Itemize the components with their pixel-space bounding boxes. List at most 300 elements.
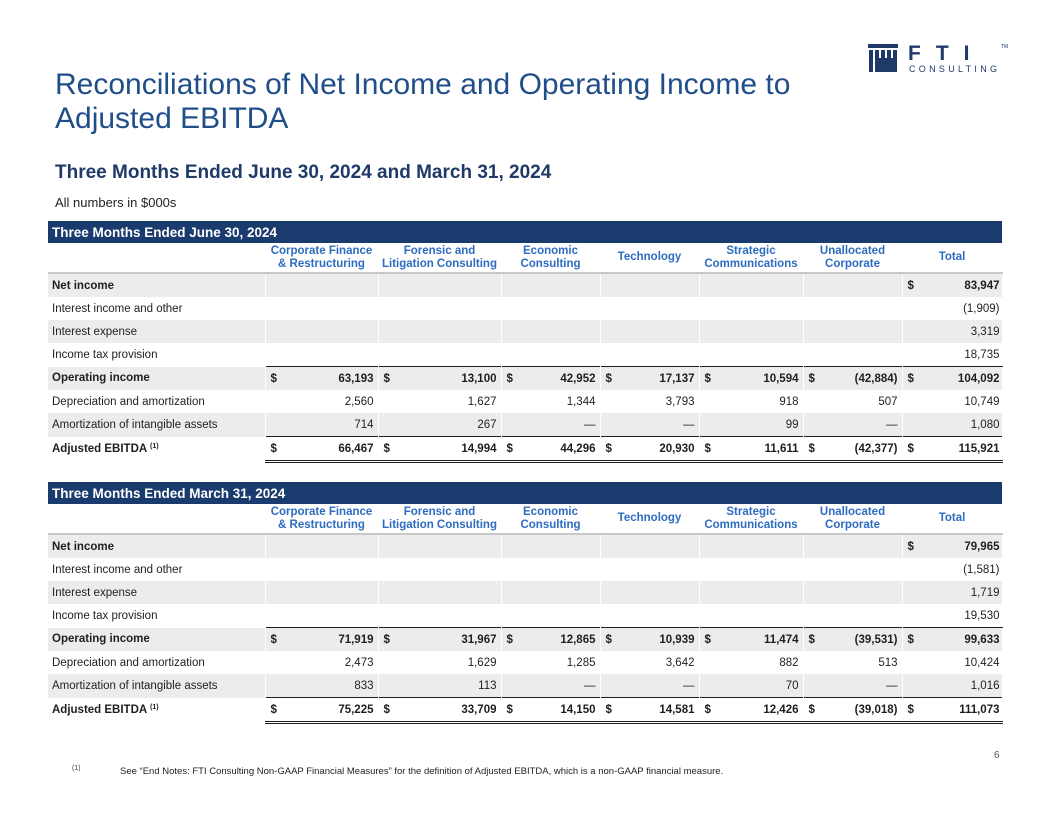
value-cell (803, 367, 902, 391)
currency-symbol: $ (383, 372, 390, 385)
empty-cell (265, 320, 378, 343)
column-header-line: Consulting (520, 257, 581, 270)
value-text: 1,016 (970, 679, 1000, 692)
currency-symbol: $ (506, 703, 513, 716)
currency-symbol: $ (605, 442, 612, 455)
value-cell (902, 534, 1002, 558)
table-row (48, 651, 1002, 674)
value-text: 33,709 (461, 703, 497, 716)
value-text: 2,473 (344, 656, 374, 669)
row-label-text: Interest expense (52, 325, 138, 338)
row-label (48, 320, 265, 343)
value-cell (699, 390, 803, 413)
row-label-text: Interest income and other (52, 563, 183, 576)
empty-cell (265, 558, 378, 581)
empty-cell (600, 581, 699, 604)
value-cell (699, 674, 803, 698)
logo-subtext: CONSULTING (909, 64, 1001, 74)
currency-symbol: $ (907, 703, 914, 716)
empty-cell (699, 273, 803, 297)
row-label-text: Amortization of intangible assets (52, 418, 218, 431)
value-text: 19,530 (964, 609, 1000, 622)
column-header (501, 504, 600, 534)
row-label-text: Income tax provision (52, 609, 158, 622)
value-cell (902, 698, 1002, 723)
empty-cell (699, 320, 803, 343)
table-row (48, 628, 1002, 652)
value-cell (501, 367, 600, 391)
value-text: 833 (354, 679, 374, 692)
column-header-line: Total (938, 251, 966, 263)
logo-wordmark: FTI (908, 42, 985, 65)
empty-cell (803, 558, 902, 581)
value-text: — (886, 679, 898, 692)
column-header-line: Corporate (825, 257, 880, 270)
value-text: 14,581 (659, 703, 695, 716)
value-text: (1,909) (963, 302, 1000, 315)
value-text: 1,719 (970, 586, 1000, 599)
row-label-text: Interest expense (52, 586, 138, 599)
value-text: 13,100 (461, 372, 497, 385)
value-text: 10,594 (763, 372, 799, 385)
empty-cell (265, 534, 378, 558)
value-text: — (683, 679, 695, 692)
empty-cell (600, 273, 699, 297)
empty-cell (501, 320, 600, 343)
column-header (902, 504, 1002, 534)
currency-symbol: $ (383, 442, 390, 455)
header-blank (48, 504, 265, 534)
empty-cell (501, 297, 600, 320)
value-cell (600, 698, 699, 723)
value-cell (501, 698, 600, 723)
currency-symbol: $ (808, 703, 815, 716)
value-cell (699, 437, 803, 462)
value-text: (1,581) (963, 563, 1000, 576)
column-header-line: Economic (523, 505, 578, 518)
currency-symbol: $ (808, 633, 815, 646)
table-row (48, 390, 1002, 413)
empty-cell (501, 343, 600, 367)
empty-cell (600, 343, 699, 367)
value-cell (501, 628, 600, 652)
value-cell (600, 628, 699, 652)
column-header-line: Technology (617, 251, 682, 263)
value-cell (501, 674, 600, 698)
value-text: 12,426 (763, 703, 799, 716)
empty-cell (699, 558, 803, 581)
table-row (48, 674, 1002, 698)
value-cell (902, 297, 1002, 320)
value-text: 111,073 (959, 703, 1000, 716)
column-header-line: Corporate Finance (270, 244, 373, 257)
empty-cell (600, 604, 699, 628)
column-header-line: Technology (617, 512, 682, 524)
table-row (48, 343, 1002, 367)
empty-cell (600, 558, 699, 581)
value-text: (42,377) (854, 442, 898, 455)
column-header (600, 243, 699, 273)
column-header-line: Communications (704, 518, 798, 531)
empty-cell (378, 604, 501, 628)
row-label (48, 604, 265, 628)
value-cell (902, 628, 1002, 652)
row-label (48, 581, 265, 604)
footnote-ref: (1) (149, 704, 159, 711)
empty-cell (265, 297, 378, 320)
currency-symbol: $ (383, 703, 390, 716)
row-label (48, 367, 265, 391)
value-text: 31,967 (461, 633, 497, 646)
value-cell (803, 437, 902, 462)
value-cell (265, 367, 378, 391)
currency-symbol: $ (704, 372, 711, 385)
page-title: Reconciliations of Net Income and Operating Income to Adjusted EBITDA (55, 68, 791, 135)
reconciliation-table (48, 243, 1003, 463)
empty-cell (803, 581, 902, 604)
value-cell (902, 413, 1002, 437)
value-text: 882 (779, 656, 799, 669)
empty-cell (378, 534, 501, 558)
column-header (265, 504, 378, 534)
row-label-text: Operating income (52, 372, 150, 385)
column-header (699, 243, 803, 273)
empty-cell (699, 604, 803, 628)
empty-cell (600, 320, 699, 343)
value-text: 513 (878, 656, 898, 669)
value-text: 14,150 (560, 703, 596, 716)
empty-cell (265, 273, 378, 297)
value-text: 1,627 (467, 395, 497, 408)
empty-cell (803, 604, 902, 628)
row-label-text: Adjusted EBITDA (52, 704, 147, 716)
value-cell (902, 674, 1002, 698)
value-cell (600, 413, 699, 437)
value-cell (803, 651, 902, 674)
row-label-text: Depreciation and amortization (52, 395, 205, 408)
column-header-line: Unallocated (819, 505, 886, 518)
value-text: 507 (878, 395, 898, 408)
value-text: 17,137 (659, 372, 695, 385)
value-text: 10,424 (964, 656, 1000, 669)
value-cell (600, 674, 699, 698)
row-label (48, 534, 265, 558)
footnote-marker: (1) (72, 765, 81, 772)
value-text: 70 (785, 679, 799, 692)
currency-symbol: $ (907, 442, 914, 455)
row-label-text: Amortization of intangible assets (52, 679, 218, 692)
empty-cell (378, 343, 501, 367)
empty-cell (803, 534, 902, 558)
value-cell (902, 273, 1002, 297)
value-cell (699, 698, 803, 723)
empty-cell (699, 534, 803, 558)
row-label (48, 698, 265, 723)
fti-logo (868, 44, 1013, 74)
value-text: 918 (779, 395, 799, 408)
row-label (48, 558, 265, 581)
section-heading: Three Months Ended June 30, 2024 (48, 221, 1002, 243)
value-cell (378, 628, 501, 652)
column-header-line: Communications (704, 257, 798, 270)
currency-symbol: $ (383, 633, 390, 646)
value-text: — (584, 679, 596, 692)
value-cell (902, 437, 1002, 462)
currency-symbol: $ (270, 703, 277, 716)
value-text: (39,018) (854, 703, 898, 716)
value-text: 18,735 (964, 348, 1000, 361)
empty-cell (501, 581, 600, 604)
column-header-line: Strategic (726, 244, 776, 257)
value-cell (265, 413, 378, 437)
value-cell (600, 367, 699, 391)
column-header-line: Litigation Consulting (382, 518, 497, 531)
value-cell (803, 413, 902, 437)
value-text: (42,884) (854, 372, 898, 385)
fti-column-logo-icon (868, 44, 898, 72)
value-text: 3,793 (665, 395, 695, 408)
value-cell (699, 651, 803, 674)
column-header-line: Corporate Finance (270, 505, 373, 518)
value-cell (378, 698, 501, 723)
value-text: 11,611 (764, 442, 799, 455)
row-label-text: Net income (52, 540, 114, 553)
table-row (48, 581, 1002, 604)
value-text: 1,629 (467, 656, 497, 669)
value-text: 63,193 (338, 372, 374, 385)
section-heading: Three Months Ended March 31, 2024 (48, 482, 1002, 504)
column-header (378, 243, 501, 273)
value-cell (265, 628, 378, 652)
column-header-line: & Restructuring (278, 257, 365, 270)
empty-cell (378, 581, 501, 604)
value-cell (902, 558, 1002, 581)
currency-symbol: $ (907, 633, 914, 646)
empty-cell (378, 558, 501, 581)
value-cell (699, 413, 803, 437)
empty-cell (265, 604, 378, 628)
header-blank (48, 243, 265, 273)
currency-symbol: $ (270, 442, 277, 455)
currency-symbol: $ (605, 372, 612, 385)
logo-trademark: TM (1001, 44, 1009, 50)
units-note: All numbers in $000s (55, 195, 177, 210)
value-cell (902, 320, 1002, 343)
column-header-line: Forensic and (403, 505, 476, 518)
row-label (48, 390, 265, 413)
empty-cell (265, 343, 378, 367)
value-cell (902, 343, 1002, 367)
table-row (48, 698, 1002, 723)
empty-cell (501, 273, 600, 297)
currency-symbol: $ (270, 372, 277, 385)
currency-symbol: $ (704, 442, 711, 455)
row-label (48, 651, 265, 674)
value-cell (501, 413, 600, 437)
value-text: 66,467 (338, 442, 374, 455)
value-cell (265, 698, 378, 723)
column-header-row (48, 243, 1002, 273)
empty-cell (501, 534, 600, 558)
value-cell (265, 437, 378, 462)
value-text: 99,633 (964, 633, 1000, 646)
table-row (48, 534, 1002, 558)
currency-symbol: $ (506, 372, 513, 385)
empty-cell (803, 343, 902, 367)
table-section-june-2024 (48, 221, 1002, 463)
row-label (48, 273, 265, 297)
value-cell (803, 698, 902, 723)
row-label-text: Adjusted EBITDA (52, 443, 147, 455)
column-header-line: Unallocated (819, 244, 886, 257)
empty-cell (378, 297, 501, 320)
empty-cell (501, 604, 600, 628)
table-section-march-2024 (48, 482, 1002, 724)
table-row (48, 273, 1002, 297)
footnote-ref: (1) (149, 443, 159, 450)
row-label-text: Income tax provision (52, 348, 158, 361)
value-cell (378, 651, 501, 674)
table-row (48, 297, 1002, 320)
value-text: 83,947 (964, 279, 1000, 292)
row-label-text: Interest income and other (52, 302, 183, 315)
value-cell (265, 390, 378, 413)
currency-symbol: $ (907, 279, 914, 292)
table-row (48, 558, 1002, 581)
column-header-line: Corporate (825, 518, 880, 531)
value-text: 104,092 (957, 372, 1000, 385)
value-text: 1,344 (566, 395, 596, 408)
currency-symbol: $ (704, 703, 711, 716)
column-header (803, 504, 902, 534)
value-cell (378, 367, 501, 391)
page-number: 6 (994, 750, 1000, 761)
value-text: 79,965 (964, 540, 1000, 553)
column-header (600, 504, 699, 534)
value-cell (803, 628, 902, 652)
value-text: 20,930 (659, 442, 695, 455)
column-header (265, 243, 378, 273)
value-text: 42,952 (560, 372, 596, 385)
value-cell (501, 437, 600, 462)
currency-symbol: $ (605, 703, 612, 716)
value-cell (501, 390, 600, 413)
row-label-text: Net income (52, 279, 114, 292)
column-header-line: Consulting (520, 518, 581, 531)
value-text: — (886, 418, 898, 431)
value-text: 2,560 (344, 395, 374, 408)
column-header-line: Litigation Consulting (382, 257, 497, 270)
value-text: 12,865 (560, 633, 596, 646)
value-text: 71,919 (338, 633, 374, 646)
value-text: 75,225 (338, 703, 374, 716)
column-header-line: Economic (523, 244, 578, 257)
value-text: — (584, 418, 596, 431)
row-label-text: Depreciation and amortization (52, 656, 205, 669)
column-header-line: Strategic (726, 505, 776, 518)
value-cell (378, 413, 501, 437)
currency-symbol: $ (605, 633, 612, 646)
value-cell (699, 367, 803, 391)
column-header (902, 243, 1002, 273)
table-row (48, 320, 1002, 343)
value-cell (803, 390, 902, 413)
column-header-row (48, 504, 1002, 534)
value-cell (902, 390, 1002, 413)
value-cell (378, 674, 501, 698)
value-text: 44,296 (560, 442, 596, 455)
column-header (501, 243, 600, 273)
column-header-line: Total (938, 512, 966, 524)
value-cell (600, 390, 699, 413)
value-text: (39,531) (854, 633, 898, 646)
empty-cell (699, 297, 803, 320)
value-cell (902, 367, 1002, 391)
currency-symbol: $ (704, 633, 711, 646)
empty-cell (501, 558, 600, 581)
value-cell (600, 651, 699, 674)
reconciliation-table (48, 504, 1003, 724)
empty-cell (265, 581, 378, 604)
currency-symbol: $ (907, 540, 914, 553)
value-text: 115,921 (958, 442, 1000, 455)
row-label (48, 674, 265, 698)
row-label (48, 413, 265, 437)
value-text: 10,749 (964, 395, 1000, 408)
value-text: 1,285 (566, 656, 596, 669)
value-text: 113 (478, 679, 497, 692)
row-label (48, 297, 265, 320)
value-cell (378, 390, 501, 413)
value-text: 11,474 (763, 633, 799, 646)
value-cell (699, 628, 803, 652)
table-row (48, 367, 1002, 391)
column-header (699, 504, 803, 534)
value-text: 1,080 (970, 418, 1000, 431)
value-text: 99 (785, 418, 799, 431)
column-header (803, 243, 902, 273)
value-cell (902, 604, 1002, 628)
value-cell (265, 674, 378, 698)
value-text: 3,319 (970, 325, 1000, 338)
empty-cell (803, 273, 902, 297)
value-text: 267 (477, 418, 497, 431)
empty-cell (378, 273, 501, 297)
table-row (48, 604, 1002, 628)
column-header-line: Forensic and (403, 244, 476, 257)
empty-cell (803, 297, 902, 320)
value-cell (902, 651, 1002, 674)
section-subtitle: Three Months Ended June 30, 2024 and March 31, 2024 (55, 162, 552, 183)
value-text: — (683, 418, 695, 431)
empty-cell (600, 297, 699, 320)
footnote-text: See “End Notes: FTI Consulting Non-GAAP Financial Measures” for the definition of Adjusted EBITDA, which is a non-GAAP financial measure. (120, 766, 724, 777)
empty-cell (600, 534, 699, 558)
column-header-line: & Restructuring (278, 518, 365, 531)
currency-symbol: $ (808, 442, 815, 455)
table-row (48, 413, 1002, 437)
empty-cell (699, 343, 803, 367)
value-cell (902, 581, 1002, 604)
currency-symbol: $ (808, 372, 815, 385)
currency-symbol: $ (506, 442, 513, 455)
value-text: 3,642 (665, 656, 695, 669)
value-cell (265, 651, 378, 674)
value-text: 14,994 (461, 442, 497, 455)
empty-cell (803, 320, 902, 343)
value-cell (501, 651, 600, 674)
column-header (378, 504, 501, 534)
